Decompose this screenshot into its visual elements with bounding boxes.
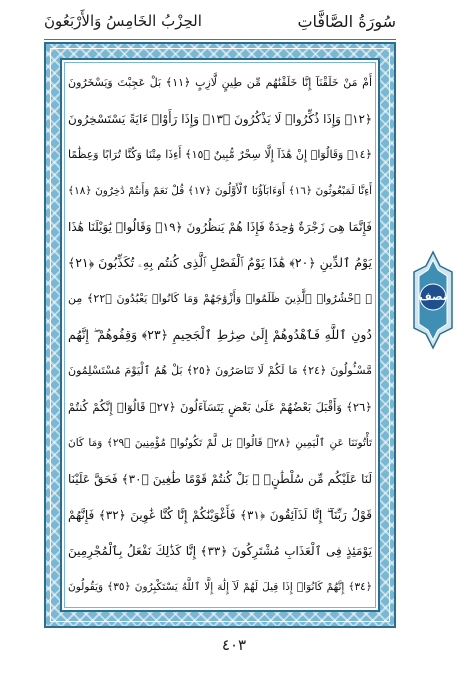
verse-line-9: مَّسْـُٔولُونَ ﴿٢٤﴾ مَا لَكُمْ لَا تَنَاصَرُونَ ﴿٢٥﴾ بَلْ هُمُ ٱلْيَوْمَ مُسْتَسْلِمُونَ <box>68 364 372 377</box>
verse-line-5: فَإِنَّمَا هِىَ زَجْرَةٌ وَٰحِدَةٌ فَإِذَا هُمْ يَنظُرُونَ ﴿١٩﴾ وَقَالُوا۟ يَٰوَيْلَنَا هَٰذَا <box>68 220 372 234</box>
verse-line-6: يَوْمُ ٱلدِّينِ ﴿٢٠﴾ هَٰذَا يَوْمُ ٱلْفَصْلِ ٱلَّذِى كُنتُم بِهِۦ تُكَذِّبُونَ ﴿٢١﴾ <box>68 255 372 270</box>
surah-title: سُورَةُ الصَّافَّاتِ <box>297 12 396 31</box>
header-divider <box>44 39 396 40</box>
text-panel <box>60 58 380 612</box>
verse-line-12: لَنَا عَلَيْكُم مِّن سُلْطَٰنٍۭ ۖ بَلْ كُنتُمْ قَوْمًا طَٰغِينَ ﴿٣٠﴾ فَحَقَّ عَلَيْنَا <box>68 472 372 486</box>
verse-lines <box>68 68 372 602</box>
verse-line-8: دُونِ ٱللَّهِ فَٱهْدُوهُمْ إِلَىٰ صِرَٰطِ ٱلْجَحِيمِ ﴿٢٣﴾ وَقِفُوهُمْ ۖ إِنَّهُم <box>68 327 372 342</box>
verse-line-1: أَمْ مَنْ خَلَقْنَآ إِنَّا خَلَقْنَٰهُم مِّن طِينٍ لَّازِبٍ ﴿١١﴾ بَلْ عَجِبْتَ وَيَسْخَرُونَ <box>68 76 372 89</box>
verse-line-10: ﴿٢٦﴾ وَأَقْبَلَ بَعْضُهُمْ عَلَىٰ بَعْضٍ يَتَسَآءَلُونَ ﴿٢٧﴾ قَالُوٓا۟ إِنَّكُمْ كُنتُمْ <box>68 400 372 414</box>
verse-line-14: يَوْمَئِذٍ فِى ٱلْعَذَابِ مُشْتَرِكُونَ ﴿٣٣﴾ إِنَّا كَذَٰلِكَ نَفْعَلُ بِٱلْمُجْرِمِينَ <box>68 544 372 558</box>
page-number: ٤٠٣ <box>221 636 247 654</box>
verse-line-2: ﴿١٢﴾ وَإِذَا ذُكِّرُوا۟ لَا يَذْكُرُونَ ﴿١٣﴾ وَإِذَا رَأَوْا۟ ءَايَةً يَسْتَسْخِرُونَ <box>68 112 372 126</box>
page-header <box>44 10 396 36</box>
verse-line-4: أَءِنَّا لَمَبْعُوثُونَ ﴿١٦﴾ أَوَءَابَآؤُنَا ٱلْأَوَّلُونَ ﴿١٧﴾ قُلْ نَعَمْ وَأَنتُمْ دَٰخِرُونَ ﴿١٨﴾ <box>68 185 372 197</box>
verse-line-11: تَأْتُونَنَا عَنِ ٱلْيَمِينِ ﴿٢٨﴾ قَالُوا۟ بَل لَّمْ تَكُونُوا۟ مُؤْمِنِينَ ﴿٢٩﴾ وَمَا كَانَ <box>68 437 372 449</box>
verse-line-13: قَوْلُ رَبِّنَآ ۖ إِنَّا لَذَآئِقُونَ ﴿٣١﴾ فَأَغْوَيْنَٰكُمْ إِنَّا كُنَّا غَٰوِينَ ﴿٣٢﴾ فَإِنَّهُمْ <box>68 508 372 522</box>
verse-line-3: ﴿١٤﴾ وَقَالُوٓا۟ إِنْ هَٰذَآ إِلَّا سِحْرٌ مُّبِينٌ ﴿١٥﴾ أَءِذَا مِتْنَا وَكُنَّا تُرَابًا وَعِظَٰمًا <box>68 148 372 161</box>
verse-line-15: ﴿٣٤﴾ إِنَّهُمْ كَانُوٓا۟ إِذَا قِيلَ لَهُمْ لَآ إِلَٰهَ إِلَّا ٱللَّهُ يَسْتَكْبِرُونَ ﴿٣٥﴾ وَيَقُولُونَ <box>68 581 372 593</box>
hizb-title: الحِزْبُ الخَامِسُ وَالأَرْبَعُونَ <box>44 12 202 30</box>
margin-marker-label: نصف <box>418 290 448 303</box>
verse-line-7: ۞ ٱحْشُرُوا۟ ٱلَّذِينَ ظَلَمُوا۟ وَأَزْوَٰجَهُمْ وَمَا كَانُوا۟ يَعْبُدُونَ ﴿٢٢﴾ مِن <box>68 292 372 305</box>
margin-medallion <box>408 250 458 350</box>
ornamental-frame <box>44 42 396 628</box>
